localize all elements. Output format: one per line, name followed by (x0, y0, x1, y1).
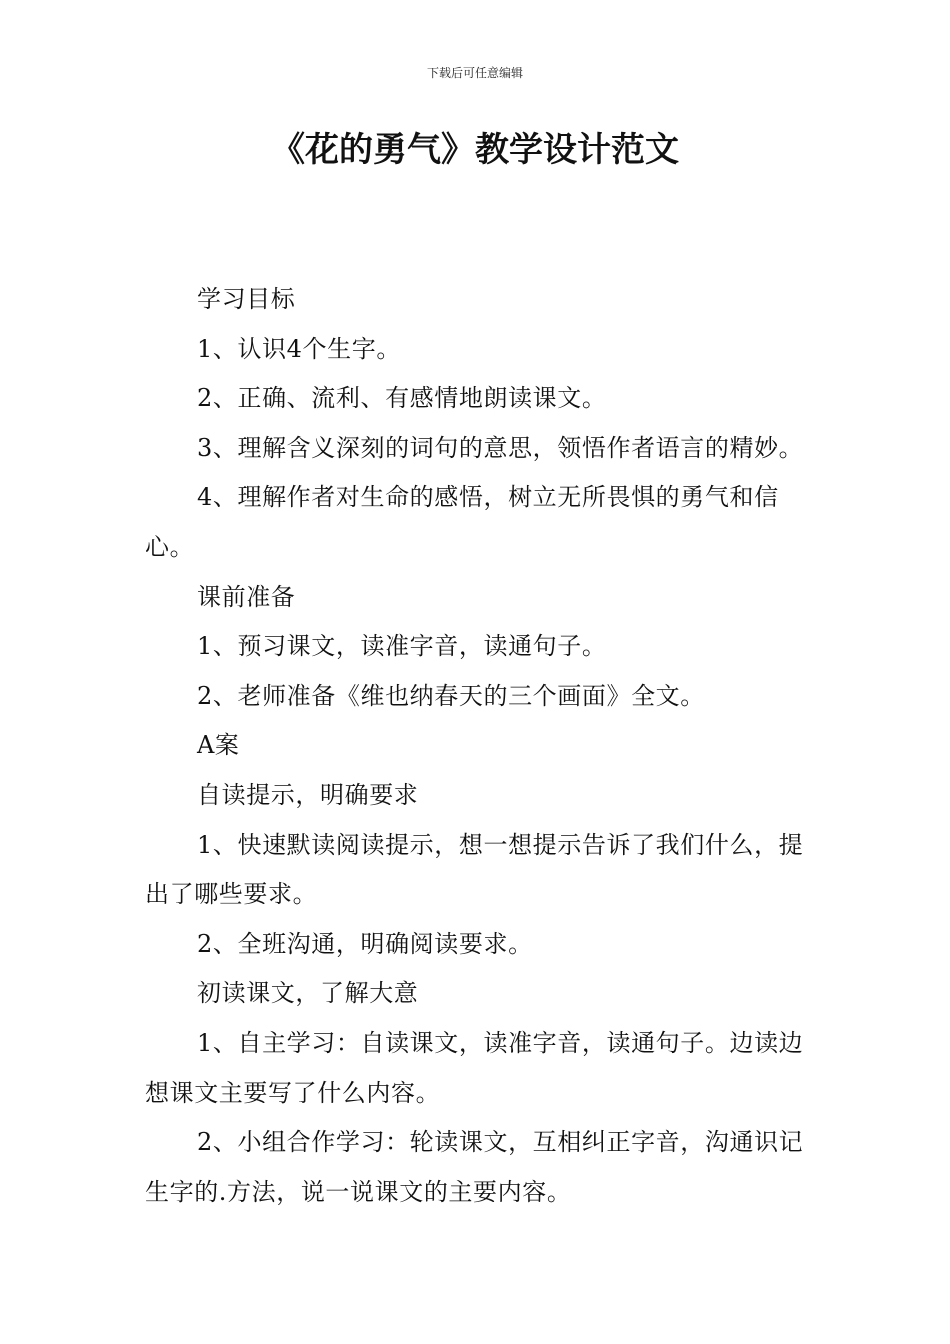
preparation-item-1: 1、预习课文，读准字音，读通句子。 (197, 632, 607, 661)
document-body (145, 275, 810, 1217)
first-reading-item-2: 2、小组合作学习：轮读课文，互相纠正字音，沟通识记生字的.方法，说一说课文的主要内容。 (145, 1128, 804, 1206)
first-reading-item-1: 1、自主学习：自读课文，读准字音，读通句子。边读边想课文主要写了什么内容。 (145, 1028, 804, 1107)
page-header-note: 下载后可任意编辑 (426, 66, 523, 80)
subsection-heading-self-reading: 自读提示，明确要求 (197, 780, 419, 809)
objective-item-2: 2、正确、流利、有感情地朗读课文。 (197, 384, 607, 413)
document-title: 《花的勇气》教学设计范文 (271, 130, 679, 170)
self-reading-item-1: 1、快速默读阅读提示，想一想提示告诉了我们什么，提出了哪些要求。 (145, 830, 804, 909)
preparation-item-2: 2、老师准备《维也纳春天的三个画面》全文。 (197, 681, 705, 710)
objective-item-1: 1、认识4个生字。 (197, 334, 401, 363)
section-heading-objectives: 学习目标 (197, 285, 296, 313)
self-reading-item-2: 2、全班沟通，明确阅读要求。 (197, 929, 533, 958)
section-heading-plan-a: A案 (197, 731, 240, 760)
objective-item-3: 3、理解含义深刻的词句的意思，领悟作者语言的精妙。 (197, 433, 804, 462)
objective-item-4: 4、理解作者对生命的感悟，树立无所畏惧的勇气和信心。 (145, 483, 779, 561)
section-heading-preparation: 课前准备 (197, 582, 296, 611)
subsection-heading-first-reading: 初读课文，了解大意 (197, 979, 419, 1008)
